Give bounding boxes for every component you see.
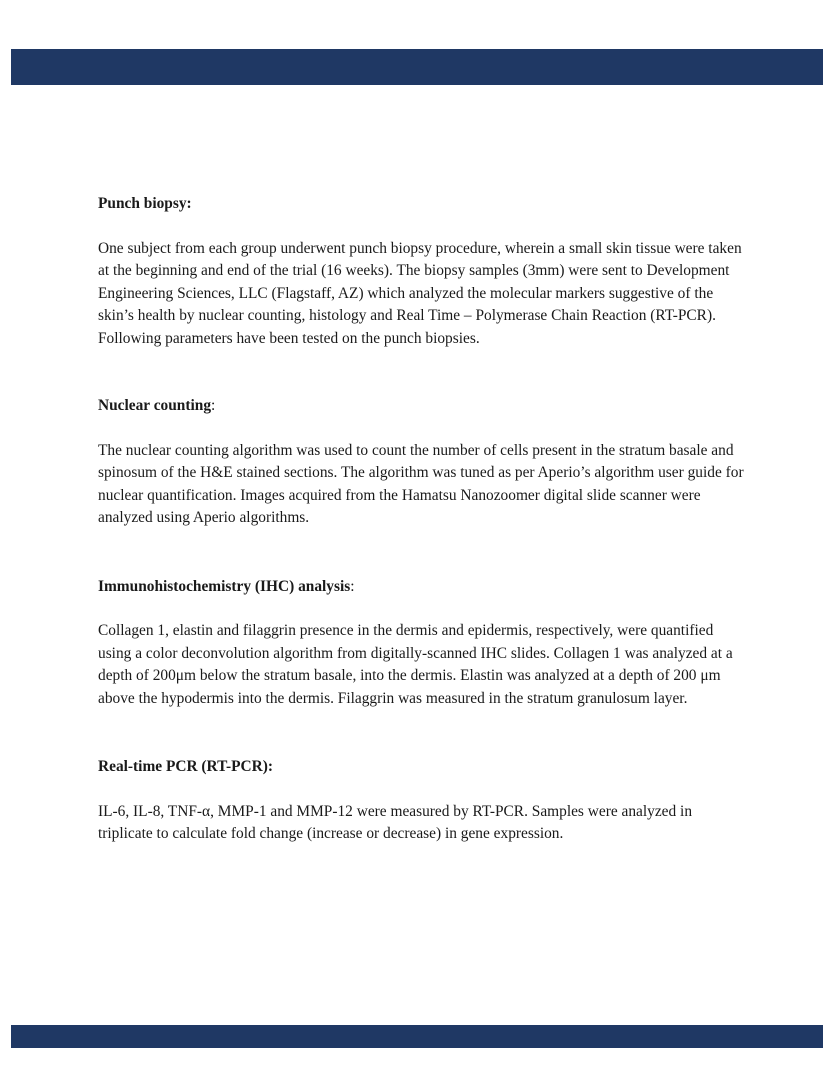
section-paragraph: Collagen 1, elastin and filaggrin presence in the dermis and epidermis, respectively, were quantified using a color deconvolution algorithm from digitally-scanned IHC slides. Collagen 1 was analyzed at a depth of 200μm below the stratum basale, into the dermis. Elastin was analyzed at a depth of 200 μm above the hypodermis into the dermis. Filaggrin was measured in the stratum granulosum layer. <box>98 622 733 707</box>
section-ihc-analysis <box>98 576 748 711</box>
section-heading <box>98 756 748 779</box>
section-rt-pcr <box>98 756 748 846</box>
section-heading <box>98 193 748 216</box>
section-paragraph: The nuclear counting algorithm was used to count the number of cells present in the stratum basale and spinosum of the H&E stained sections. The algorithm was tuned as per Aperio’s algorithm user guide for nuclear quantification. Images acquired from the Hamatsu Nanozoomer digital slide scanner were analyzed using Aperio algorithms. <box>98 441 744 526</box>
section-paragraph: IL-6, IL-8, TNF-α, MMP-1 and MMP-12 were measured by RT-PCR. Samples were analyzed in triplicate to calculate fold change (increase or decrease) in gene expression. <box>98 802 693 842</box>
section-punch-biopsy <box>98 193 748 350</box>
section-heading <box>98 576 748 599</box>
header-band <box>11 49 823 85</box>
heading-text: Real-time PCR (RT-PCR): <box>98 758 273 775</box>
heading-text: Immunohistochemistry (IHC) analysis <box>98 577 351 595</box>
document-body <box>98 193 748 846</box>
heading-suffix: : <box>350 577 355 595</box>
section-paragraph: One subject from each group underwent punch biopsy procedure, wherein a small skin tissue were taken at the beginning and end of the trial (16 weeks). The biopsy samples (3mm) were sent to Development Engineering Sciences, LLC (Flagstaff, AZ) which analyzed the molecular markers suggestive of the skin’s health by nuclear counting, histology and Real Time – Polymerase Chain Reaction (RT-PCR). Following parameters have been tested on the punch biopsies. <box>98 239 742 347</box>
heading-suffix: : <box>211 397 216 414</box>
heading-text: Punch biopsy: <box>98 195 192 212</box>
section-nuclear-counting <box>98 395 748 530</box>
heading-text: Nuclear counting <box>98 397 212 414</box>
footer-band <box>11 1025 823 1048</box>
section-heading <box>98 395 748 418</box>
